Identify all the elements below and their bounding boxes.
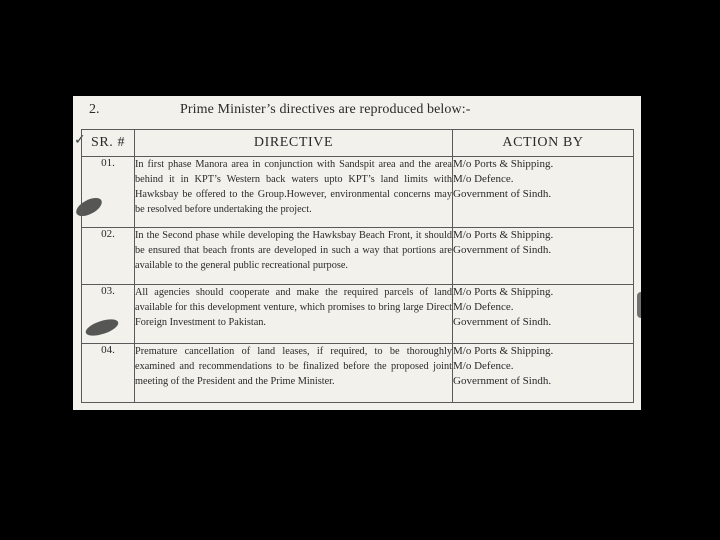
action-by-item: M/o Defence. xyxy=(453,360,514,372)
scan-edge-mark xyxy=(637,292,641,318)
scanned-document xyxy=(73,96,641,410)
action-by-item: M/o Ports & Shipping. xyxy=(453,158,554,170)
action-by-item: M/o Defence. xyxy=(453,301,514,313)
action-by-item: M/o Ports & Shipping. xyxy=(453,345,554,357)
serial-number: 02. xyxy=(82,228,135,285)
action-by-item: Government of Sindh. xyxy=(453,244,552,256)
table-row xyxy=(82,157,634,228)
directive-text: All agencies should cooperate and make the required parcels of land available for this development venture, which promises to bring large Direct Foreign Investment to Pakistan. xyxy=(135,285,453,344)
serial-number: 01. xyxy=(82,157,135,228)
action-by-item: M/o Ports & Shipping. xyxy=(453,286,554,298)
action-by-item: Government of Sindh. xyxy=(453,188,552,200)
table-row xyxy=(82,344,634,403)
table-row xyxy=(82,285,634,344)
action-by-cell xyxy=(453,285,634,344)
column-header-sr: SR. # xyxy=(82,130,135,157)
action-by-item: M/o Defence. xyxy=(453,173,514,185)
action-by-cell xyxy=(453,157,634,228)
column-header-directive: DIRECTIVE xyxy=(135,130,453,157)
serial-number: 03. xyxy=(82,285,135,344)
table-header-row xyxy=(82,130,634,157)
column-header-action-by: ACTION BY xyxy=(453,130,634,157)
serial-number: 04. xyxy=(82,344,135,403)
heading-text: Prime Minister’s directives are reproduced below:- xyxy=(180,102,471,117)
directive-text: In first phase Manora area in conjunction with Sandspit area and the area behind it in KPT’s Western back waters upto KPT’s land limits with Hawksbay be offered to the Group.However, environmental concerns may be resolved before undertaking the project. xyxy=(135,157,453,228)
directives-table xyxy=(81,129,634,403)
table-row xyxy=(82,228,634,285)
action-by-cell xyxy=(453,344,634,403)
action-by-cell xyxy=(453,228,634,285)
action-by-item: M/o Ports & Shipping. xyxy=(453,229,554,241)
directive-text: In the Second phase while developing the Hawksbay Beach Front, it should be ensured that beach fronts are developed in such a way that portions are available to the general public recreational purpose. xyxy=(135,228,453,285)
directive-text: Premature cancellation of land leases, if required, to be thoroughly examined and recommendations to be finalized before the proposed joint meeting of the President and the Prime Minister. xyxy=(135,344,453,403)
margin-tick-icon: ✓ xyxy=(74,133,86,148)
action-by-item: Government of Sindh. xyxy=(453,375,552,387)
paragraph-number: 2. xyxy=(89,102,100,117)
action-by-item: Government of Sindh. xyxy=(453,316,552,328)
document-heading xyxy=(73,102,641,124)
